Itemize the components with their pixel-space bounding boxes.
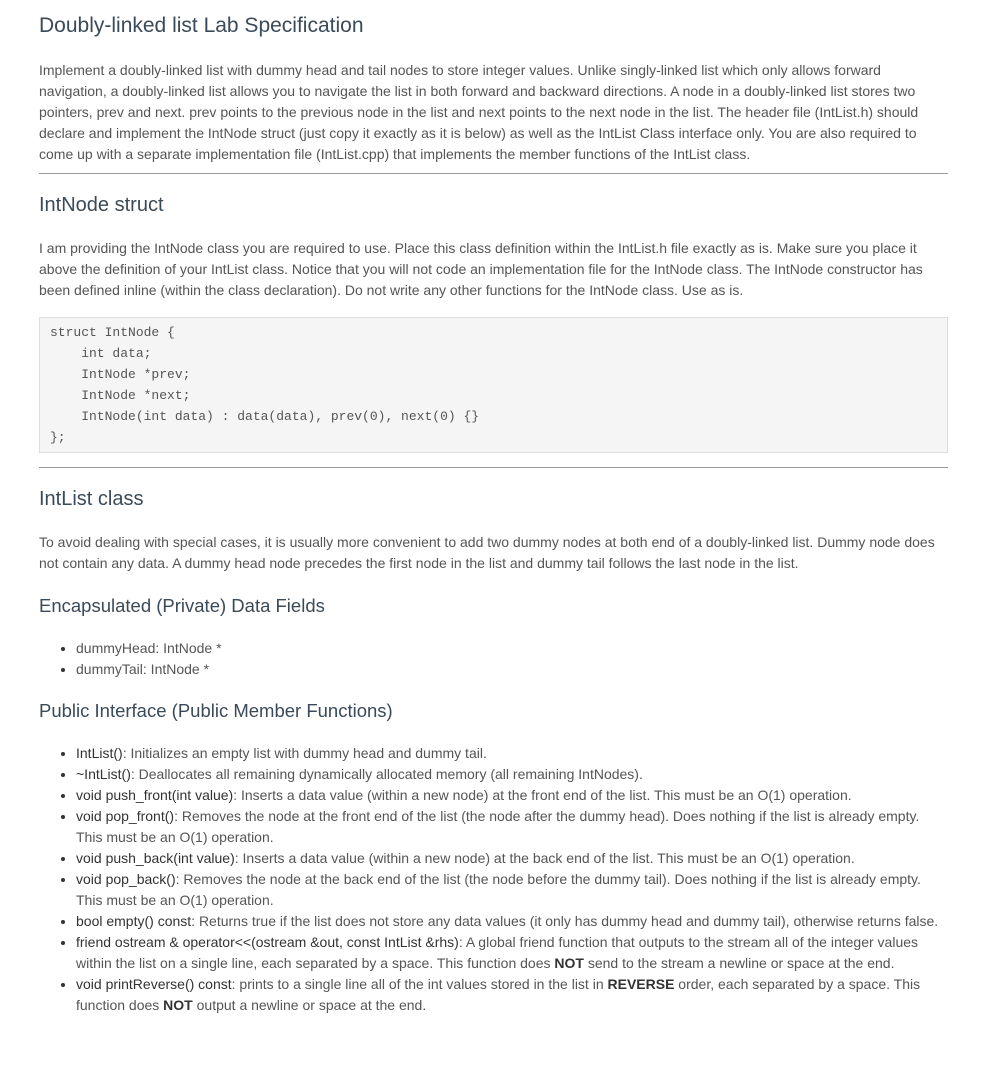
list-item: • dummyHead: IntNode * [76,638,948,659]
function-description: send to the stream a newline or space at the end. [583,955,895,971]
intlist-heading: IntList class [39,488,144,510]
private-fields-heading: Encapsulated (Private) Data Fields [39,595,325,616]
function-signature: friend ostream & operator<<(ostream &out, const IntList &rhs) [76,934,459,950]
function-signature: void printReverse() const [76,976,232,992]
function-description: : Inserts a data value (within a new node) at the back end of the list. This must be an O(1) operation. [234,850,855,866]
private-fields-list [39,638,948,680]
intnode-code-block: struct IntNode { int data; IntNode *prev; IntNode *next; IntNode(int data) : data(data), prev(0), next(0) {} }; [39,317,948,453]
list-item: • dummyTail: IntNode * [76,659,948,680]
intnode-paragraph: I am providing the IntNode class you are required to use. Place this class definition within the IntList.h file exactly as is. Make sure you place it above the definition of your IntList class. Notice that you will not code an implementation file for the IntNode class. The IntNode constructor has been defined inline (within the class declaration). Do not write any other functions for the IntNode class. Use as is. [39,240,923,298]
function-signature: void pop_front() [76,808,175,824]
function-description: : prints to a single line all of the int values stored in the list in [231,976,608,992]
function-description: : Removes the node at the back end of the list (the node before the dummy tail). Does nothing if the list is already empty. This must be an O(1) operation. [76,871,921,908]
list-item [76,764,948,785]
function-description: : Inserts a data value (within a new node) at the front end of the list. This must be an O(1) operation. [233,787,852,803]
intnode-heading: IntNode struct [39,194,164,216]
function-signature: void push_front(int value) [76,787,234,803]
list-item [76,974,948,1016]
function-description: : Returns true if the list does not store any data values (it only has dummy head and dummy tail), otherwise returns false. [191,913,939,929]
section-divider [39,467,948,468]
function-signature: IntList() [76,745,123,761]
section-divider [39,173,948,174]
function-description: : Initializes an empty list with dummy head and dummy tail. [122,745,487,761]
list-item [76,743,948,764]
function-description: : A global friend function that outputs to the stream all of the integer values within the list on a single line, each separated by a space. This function does [76,934,919,971]
function-signature: void pop_back() [76,871,176,887]
function-description: output a newline or space at the end. [192,997,427,1013]
function-signature: bool empty() const [76,913,192,929]
function-description: : Removes the node at the front end of the list (the node after the dummy head). Does nothing if the list is already empty. This must be an O(1) operation. [76,808,920,845]
intro-paragraph: Implement a doubly-linked list with dummy head and tail nodes to store integer values. Unlike singly-linked list which only allows forward navigation, a doubly-linked list allows you to navigate the list in both forward and backward directions. A node in a doubly-linked list stores two pointers, prev and next. prev points to the previous node in the list and next points to the next node in the list. The header file (IntList.h) should declare and implement the IntNode struct (just copy it exactly as it is below) as well as the IntList Class interface only. You are also required to come up with a separate implementation file (IntList.cpp) that implements the member functions of the IntList class. [39,62,919,162]
function-description: order, each separated by a space. This function does [76,976,921,1013]
list-item [76,848,948,869]
emphasis-not: NOT [163,997,193,1013]
function-signature: void push_back(int value) [76,850,235,866]
public-interface-heading: Public Interface (Public Member Functions) [39,700,393,721]
list-item [76,785,948,806]
list-item [76,869,948,911]
public-functions-list [39,743,948,1016]
intlist-paragraph: To avoid dealing with special cases, it is usually more convenient to add two dummy nodes at both end of a doubly-linked list. Dummy node does not contain any data. A dummy head node precedes the first node in the list and dummy tail follows the last node in the list. [39,534,935,571]
emphasis-reverse: REVERSE [607,976,675,992]
list-item [76,911,948,932]
emphasis-not: NOT [554,955,584,971]
list-item [76,806,948,848]
page-title: Doubly-linked list Lab Specification [39,14,364,37]
function-description: : Deallocates all remaining dynamically allocated memory (all remaining IntNodes). [130,766,643,782]
list-item [76,932,948,974]
function-signature: ~IntList() [76,766,131,782]
